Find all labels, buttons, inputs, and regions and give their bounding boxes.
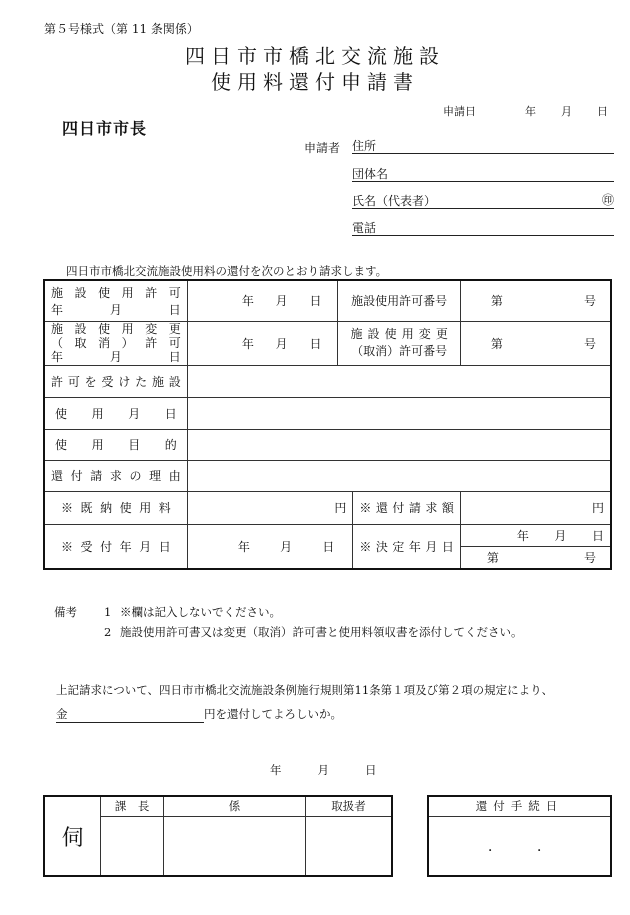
toriatsukai-seal-cell[interactable] [306,816,392,876]
address-label: 住所 [352,139,377,153]
applicant-label: 申請者 [304,141,341,155]
permit-number-cell[interactable]: 第 号 [460,280,611,321]
representative-name-label: 氏名（代表者） [352,194,437,208]
refund-procedure-label: 還付手続日 [428,796,611,816]
title-line2: 使用料還付申請書 [211,70,419,94]
paid-fee-cell[interactable]: 円 [187,491,353,524]
toriatsukai-label: 取扱者 [306,796,392,816]
purpose-cell[interactable] [187,429,611,460]
ukagai-label: 伺 [44,796,101,876]
amount-field[interactable]: 金 [56,706,204,723]
phone-label: 電話 [352,221,377,235]
permit-date-label: 施設使用許可 年 月 日 [44,280,187,321]
notes-label: 備考 [54,605,77,619]
change-date-label: 施設使用変更 （取消）許可 年 月 日 [44,321,187,365]
table-row [44,429,611,460]
change-number-cell[interactable]: 第 号 [460,321,611,365]
kakari-seal-cell[interactable] [163,816,305,876]
table-row [44,321,611,365]
note-item-1: ※欄は記入しないでください。 [120,605,281,619]
group-name-label: 団体名 [352,167,389,181]
approval-box [43,795,393,877]
reason-cell[interactable] [187,460,611,491]
application-date-label: 申請日 [443,105,476,118]
refund-procedure-box [427,795,612,877]
usage-date-cell[interactable] [187,397,611,429]
table-row [428,816,611,876]
request-text-2: 金 円を還付してよろしいか。 [56,707,342,721]
permit-number-label: 施設使用許可番号 [338,280,460,321]
table-row [44,280,611,321]
refund-amount-label: ※還付請求額 [353,491,460,524]
addressee: 四日市市長 [62,119,148,138]
purpose-label: 使用目的 [44,429,187,460]
usage-date-label: 使用月日 [44,397,187,429]
request-text-1: 上記請求について、四日市市橋北交流施設条例施行規則第11条第１項及び第２項の規定により、 [56,683,554,697]
representative-name-field[interactable] [352,192,614,209]
form-number: 第５号様式（第 11 条関係） [44,22,199,36]
application-date-year: 年 [525,105,536,118]
refund-procedure-date[interactable]: ． ． [428,816,611,876]
table-row [44,397,611,429]
table-row [44,491,611,524]
received-date-cell[interactable]: 年 月 日 [187,524,353,569]
bottom-date: 年 月 日 [270,763,377,777]
group-name-field[interactable] [352,165,614,182]
request-table [43,279,612,570]
paid-fee-label: ※既納使用料 [44,491,187,524]
application-date-month: 月 [561,105,572,118]
title-line1: 四日市市橋北交流施設 [185,44,445,68]
table-row [44,524,611,546]
table-row [44,365,611,397]
address-field[interactable] [352,137,614,154]
seal-icon: ㊞ [601,193,614,207]
notes: 備考 1 ※欄は記入しないでください。 2 施設使用許可書又は変更（取消）許可書と使用料領収書を添付してください。 [54,602,523,642]
intro-text: 四日市市橋北交流施設使用料の還付を次のとおり請求します。 [66,264,388,278]
reason-label: 還付請求の理由 [44,460,187,491]
kakari-label: 係 [163,796,305,816]
decision-number-cell[interactable]: 第 号 [460,546,611,569]
refund-amount-cell[interactable]: 円 [460,491,611,524]
decision-date-label: ※決定年月日 [353,524,460,569]
table-row [44,460,611,491]
facility-label: 許可を受けた施設 [44,365,187,397]
decision-date-cell[interactable]: 年 月 日 [460,524,611,546]
change-number-label: 施設使用変更 （取消）許可番号 [338,321,460,365]
permit-date-cell[interactable]: 年 月 日 [187,280,338,321]
note-item-2: 施設使用許可書又は変更（取消）許可書と使用料領収書を添付してください。 [120,625,523,639]
change-date-cell[interactable]: 年 月 日 [187,321,338,365]
kacho-seal-cell[interactable] [101,816,164,876]
received-date-label: ※受付年月日 [44,524,187,569]
phone-field[interactable] [352,219,614,236]
facility-cell[interactable] [187,365,611,397]
table-row [428,796,611,816]
application-date-day: 日 [597,105,608,118]
table-row [44,796,392,816]
kacho-label: 課 長 [101,796,164,816]
